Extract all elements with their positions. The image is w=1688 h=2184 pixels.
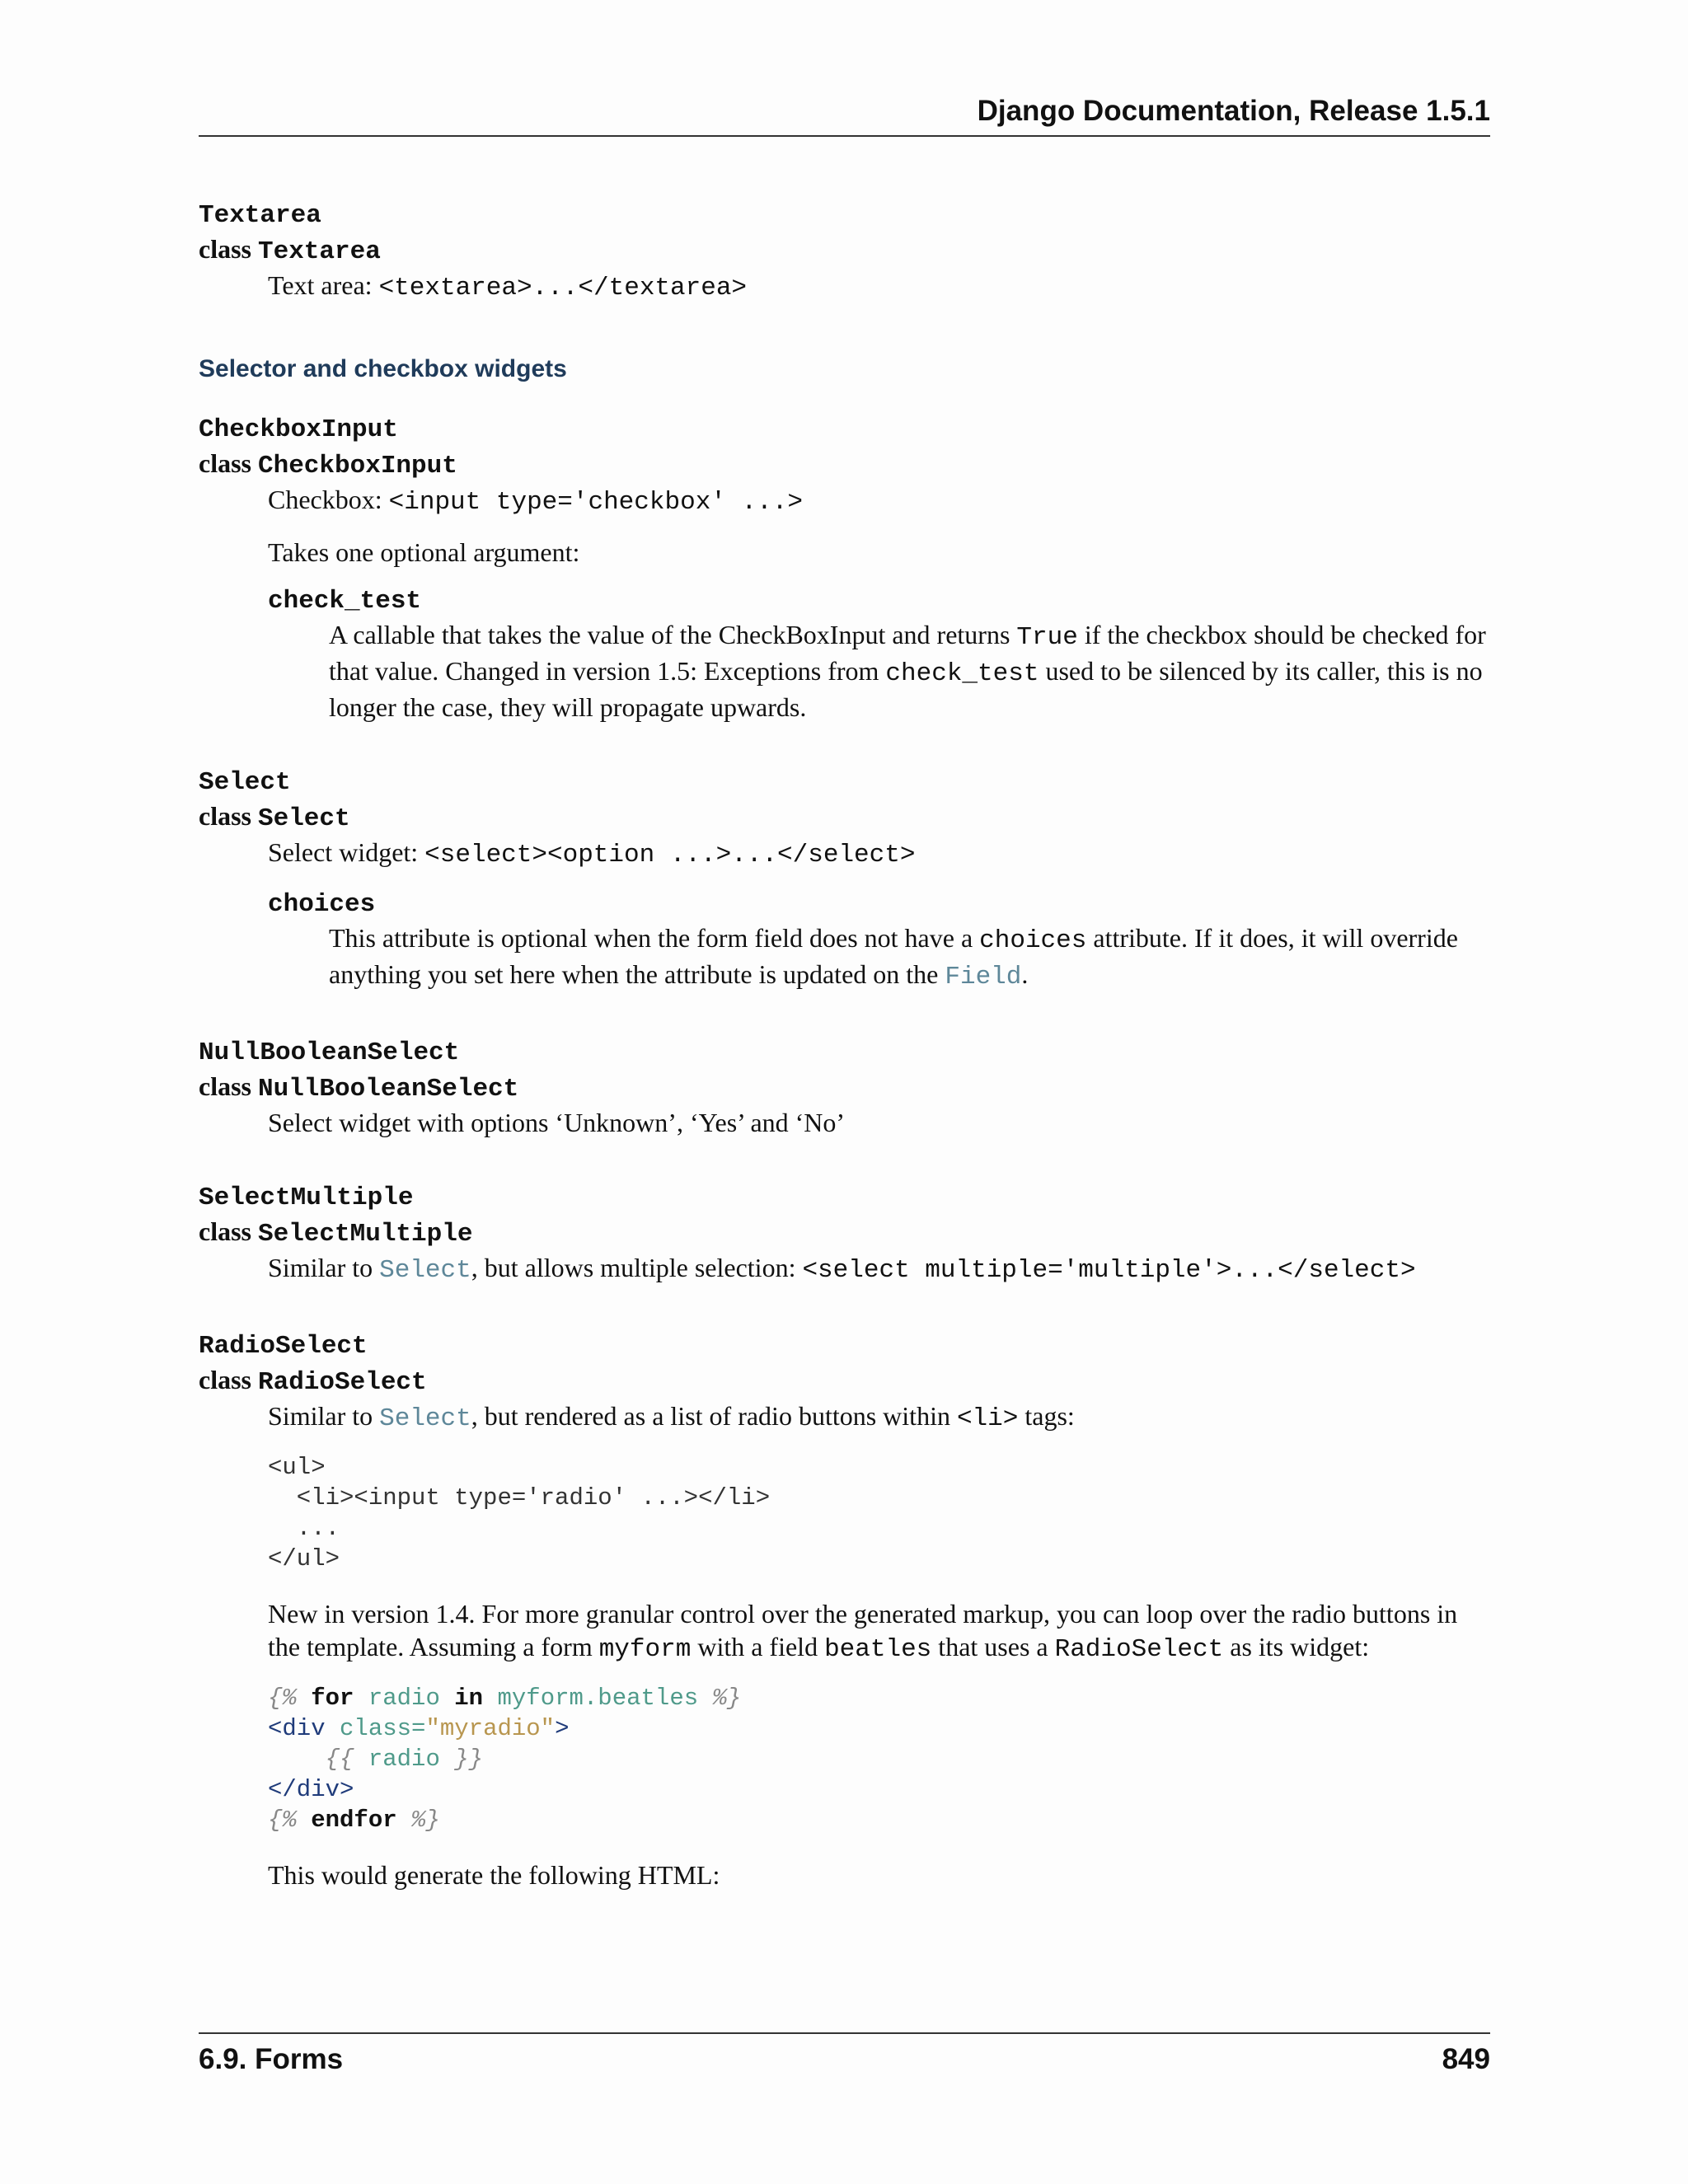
checkbox-description: Checkbox: <input type='checkbox' ...> Takes one optional argument: (268, 483, 1490, 569)
class-signature-select: class Select (199, 801, 350, 833)
section-title: Selector and checkbox widgets (199, 355, 567, 382)
class-signature-checkboxinput: class CheckboxInput (199, 448, 457, 480)
radioselect-entry (199, 1330, 1490, 1891)
page-footer (199, 2032, 1490, 2079)
entry-name-selectmultiple: SelectMultiple (199, 1183, 414, 1212)
entry-name-radioselect: RadioSelect (199, 1332, 368, 1361)
code-block-template-example: {% for radio in myform.beatles %} <div class="myradio"> {{ radio }} </div> {% endfor %} (268, 1685, 742, 1834)
new-in-version-note: New in version 1.4. For more granular control over the generated markup, you can loop over the radio buttons in the template. Assuming a form myform with a field beatles that uses a RadioSelect as its widget: (268, 1599, 1458, 1664)
entry-name-nullbooleanselect: NullBooleanSelect (199, 1038, 460, 1067)
class-signature-nullbooleanselect: class NullBooleanSelect (199, 1071, 519, 1104)
closing-sentence: This would generate the following HTML: (268, 1860, 720, 1890)
selectmultiple-description: Similar to Select, but allows multiple selection: <select multiple='multiple'>...</select> (268, 1253, 1416, 1285)
attribute-name-choices: choices (268, 890, 376, 919)
radioselect-description: Similar to Select, but rendered as a list of radio buttons within <li> tags: <ul> <li><input type='radio' ...></li> ... </ul> New in version 1.4. For more granular control over the generated markup, you can loop over the radio buttons in the template. Assuming a form myform with a field beatles that uses a RadioSelect as its widget: {% for radio in myform.beatles %} <div class="myradio"> {{ radio }} </div> {% endfor %} This would generate the following HTML: (268, 1399, 1490, 1891)
select-link[interactable]: Select (379, 1404, 471, 1433)
page-header (199, 92, 1490, 137)
footer-page-number: 849 (1442, 2043, 1490, 2075)
page-content (199, 199, 1490, 1891)
class-signature-selectmultiple: class SelectMultiple (199, 1216, 473, 1249)
footer-section: 6.9. Forms (199, 2043, 344, 2075)
attribute-description-check-test: A callable that takes the value of the CheckBoxInput and returns True if the checkbox should be checked for that value. Changed in version 1.5: Exceptions from check_test used to be silenced by its caller, this is no longer the case, they will propagate upwards. (329, 620, 1486, 722)
select-entry (199, 766, 1490, 994)
attribute-description-choices: This attribute is optional when the form field does not have a choices attribute. If it does, it will override anything you set here when the attribute is updated on the Field. (329, 923, 1458, 991)
selectmultiple-entry (199, 1182, 1490, 1287)
textarea-entry (199, 199, 1490, 305)
checkbox-optional-note: Takes one optional argument: (268, 537, 580, 567)
select-link[interactable]: Select (379, 1256, 471, 1285)
header-title: Django Documentation, Release 1.5.1 (977, 95, 1490, 127)
entry-name-textarea: Textarea (199, 201, 321, 230)
checkbox-entry (199, 414, 1490, 724)
select-description: Select widget: <select><option ...>...</select> (268, 837, 916, 869)
nullboolean-description: Select widget with options ‘Unknown’, ‘Yes’ and ‘No’ (268, 1108, 846, 1137)
textarea-description: Text area: <textarea>...</textarea> (268, 270, 748, 302)
entry-name-select: Select (199, 768, 291, 797)
entry-name-checkboxinput: CheckboxInput (199, 415, 398, 444)
class-signature-radioselect: class RadioSelect (199, 1365, 427, 1397)
class-signature-textarea: class Textarea (199, 234, 381, 266)
attribute-name-check-test: check_test (268, 587, 422, 616)
attribute-choices (268, 888, 1490, 994)
field-link[interactable]: Field (945, 963, 1022, 991)
code-block-ul-example: <ul> <li><input type='radio' ...></li> ... </ul> (268, 1454, 771, 1572)
attribute-check-test (268, 585, 1490, 724)
nullboolean-entry (199, 1037, 1490, 1139)
